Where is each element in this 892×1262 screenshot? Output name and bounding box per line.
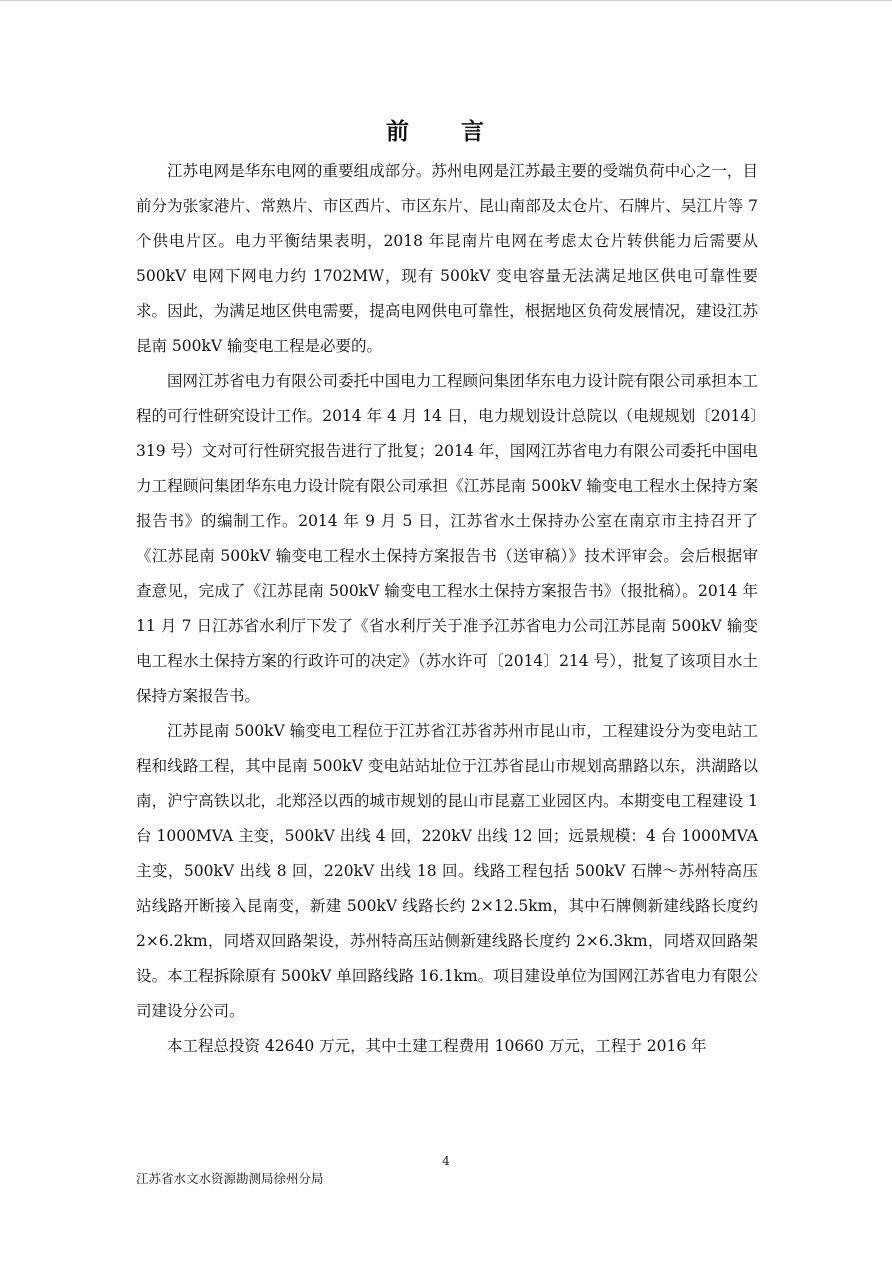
document-body [136,154,758,1064]
page-title: 前 言 [385,118,506,145]
paragraph-background: 江苏电网是华东电网的重要组成部分。苏州电网是江苏最主要的受端负荷中心之一，目前分为张家港片、常熟片、市区西片、市区东片、昆山南部及太仓片、石牌片、吴江片等 7 个供电片区。电力平衡结果表明，2018 年昆南片电网在考虑太仓片转供能力后需要从 500kV 电网下网电力约 1702MW，现有 500kV 变电容量无法满足地区供电可靠性要求。因此，为满足地区供电需要，提高电网供电可靠性，根据地区负荷发展情况，建设江苏昆南 500kV 输变电工程是必要的。 [136,162,758,355]
paragraph-project-scope: 江苏昆南 500kV 输变电工程位于江苏省江苏省苏州市昆山市，工程建设分为变电站工程和线路工程，其中昆南 500kV 变电站站址位于江苏省昆山市规划高鼎路以东，洪湖路以南，沪宁高铁以北，北郑泾以西的城市规划的昆山市昆嘉工业园区内。本期变电工程建设 1 台 1000MVA 主变，500kV 出线 4 回，220kV 出线 12 回；远景规模：4 台 1000MVA 主变，500kV 出线 8 回，220kV 出线 18 回。线路工程包括 500kV 石牌～苏州特高压站线路开断接入昆南变，新建 500kV 线路长约 2×12.5km，其中石牌侧新建线路长度约 2×6.2km，同塔双回路架设，苏州特高压站侧新建线路长度约 2×6.3km，同塔双回路架设。本工程拆除原有 500kV 单回路线路 16.1km。项目建设单位为国网江苏省电力有限公司建设分公司。 [136,722,758,1020]
page-number: 4 [442,1154,450,1168]
footer-organization: 江苏省水文水资源勘测局徐州分局 [136,1171,324,1186]
paragraph-investment: 本工程总投资 42640 万元，其中土建工程费用 10660 万元，工程于 2016 年 [167,1037,707,1055]
top-border [0,0,892,1]
paragraph-approval-history: 国网江苏省电力有限公司委托中国电力工程顾问集团华东电力设计院有限公司承担本工程的可行性研究设计工作。2014 年 4 月 14 日，电力规划设计总院以（电规规划〔2014〕319 号）文对可行性研究报告进行了批复；2014 年，国网江苏省电力有限公司委托中国电力工程顾问集团华东电力设计院有限公司承担《江苏昆南 500kV 输变电工程水土保持方案报告书》的编制工作。2014 年 9 月 5 日，江苏省水土保持办公室在南京市主持召开了《江苏昆南 500kV 输变电工程水土保持方案报告书（送审稿）》技术评审会。会后根据审查意见，完成了《江苏昆南 500kV 输变电工程水土保持方案报告书》（报批稿）。2014 年 11 月 7 日江苏省水利厅下发了《省水利厅关于准予江苏省电力公司江苏昆南 500kV 输变电工程水土保持方案的行政许可的决定》（苏水许可〔2014〕214 号），批复了该项目水土保持方案报告书。 [136,372,758,705]
